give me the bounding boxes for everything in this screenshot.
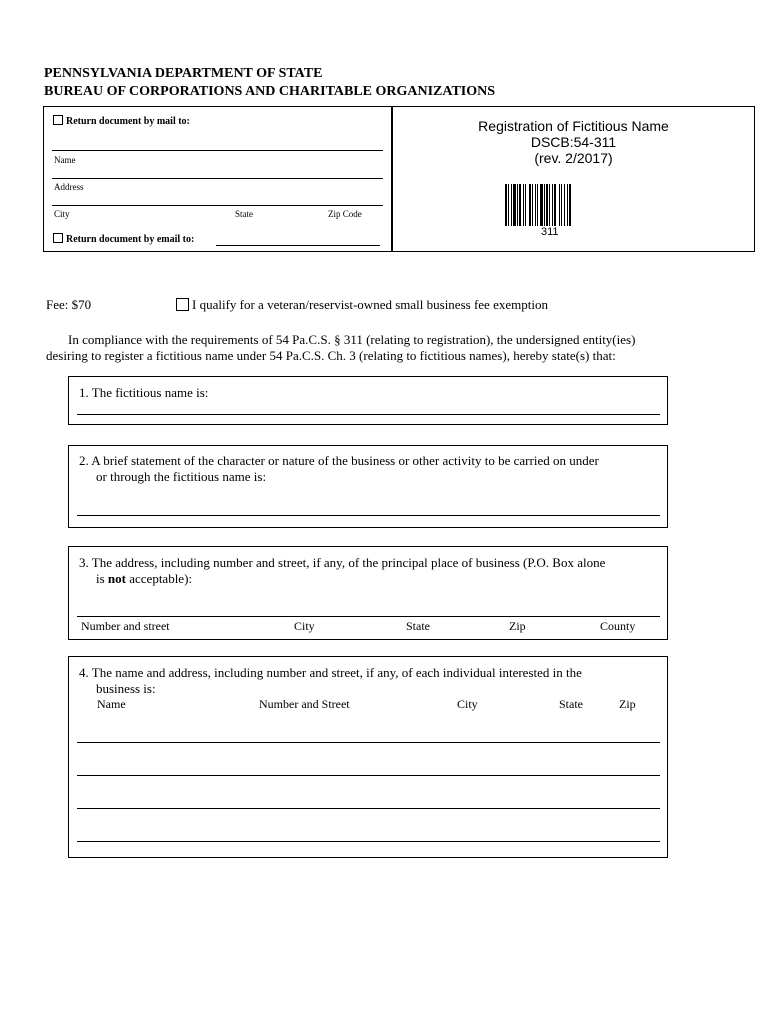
header-line-2: BUREAU OF CORPORATIONS AND CHARITABLE ORGANIZATIONS <box>44 84 496 99</box>
col-city: City <box>294 619 315 633</box>
fee-label: Fee: $70 <box>46 297 92 312</box>
section-4-box <box>68 656 668 858</box>
section-3-line-1: 3. The address, including number and street, if any, of the principal place of business (P.O. Box alone <box>79 555 606 570</box>
name-line[interactable] <box>52 150 383 151</box>
mail-return-label: Return document by mail to: <box>66 116 190 127</box>
barcode-number: 311 <box>541 226 559 238</box>
email-line[interactable] <box>216 245 380 246</box>
form-revision: (rev. 2/2017) <box>534 150 613 166</box>
section-3-text-post: acceptable): <box>125 571 193 586</box>
col-zip: Zip <box>509 619 526 633</box>
section-2-line-2: or through the fictitious name is: <box>96 469 267 484</box>
individual-line-3[interactable] <box>77 808 660 809</box>
business-statement-line[interactable] <box>77 515 660 516</box>
zip-code-label: Zip Code <box>328 209 362 219</box>
fictitious-name-line[interactable] <box>77 414 660 415</box>
col-state-4: State <box>559 697 583 711</box>
barcode <box>505 184 607 226</box>
section-2-box <box>68 445 668 528</box>
barcode-bar <box>571 184 572 226</box>
section-1-text: 1. The fictitious name is: <box>79 385 209 400</box>
city-label: City <box>54 209 70 219</box>
form-title: Registration of Fictitious Name <box>478 118 669 134</box>
email-return-label: Return document by email to: <box>66 234 195 245</box>
veteran-exemption-checkbox[interactable] <box>176 298 189 311</box>
col-zip-4: Zip <box>619 697 636 711</box>
col-number-and-street: Number and street <box>81 619 170 633</box>
section-4-line-2: business is: <box>96 681 156 696</box>
email-return-option[interactable] <box>53 233 194 245</box>
col-number-and-street-4: Number and Street <box>259 697 350 711</box>
principal-address-line[interactable] <box>77 616 660 617</box>
section-1-box <box>68 376 668 425</box>
mail-return-checkbox[interactable] <box>53 115 63 125</box>
col-name: Name <box>97 697 126 711</box>
email-return-checkbox[interactable] <box>53 233 63 243</box>
section-2-line-1: 2. A brief statement of the character or nature of the business or other activity to be carried on under <box>79 453 599 468</box>
individual-line-4[interactable] <box>77 841 660 842</box>
form-code: DSCB:54-311 <box>530 134 617 150</box>
veteran-exemption-option[interactable] <box>176 297 548 313</box>
address-label: Address <box>54 182 84 192</box>
individual-line-2[interactable] <box>77 775 660 776</box>
state-label: State <box>235 209 253 219</box>
intro-line-2: desiring to register a fictitious name under 54 Pa.C.S. Ch. 3 (relating to fictitious names), hereby state(s) that: <box>46 348 616 363</box>
veteran-exemption-label: I qualify for a veteran/reservist-owned small business fee exemption <box>192 297 548 312</box>
individual-line-1[interactable] <box>77 742 660 743</box>
intro-line-1: In compliance with the requirements of 54 Pa.C.S. § 311 (relating to registration), the undersigned entity(ies) <box>68 332 636 347</box>
col-county: County <box>600 619 636 633</box>
section-3-text-pre: is <box>96 571 108 586</box>
section-3-line-2 <box>96 571 192 587</box>
header-line-1: PENNSYLVANIA DEPARTMENT OF STATE <box>44 66 323 81</box>
col-state: State <box>406 619 430 633</box>
form-id-cell <box>393 107 754 251</box>
address-line[interactable] <box>52 178 383 179</box>
mail-return-option[interactable] <box>53 115 190 127</box>
section-4-line-1: 4. The name and address, including number and street, if any, of each individual interested in the <box>79 665 582 680</box>
name-label: Name <box>54 155 76 165</box>
col-city-4: City <box>457 697 478 711</box>
section-3-box <box>68 546 668 640</box>
city-state-zip-line[interactable] <box>52 205 383 206</box>
return-info-box <box>43 106 755 252</box>
section-3-text-bold: not <box>107 571 126 586</box>
return-address-cell <box>44 107 393 251</box>
